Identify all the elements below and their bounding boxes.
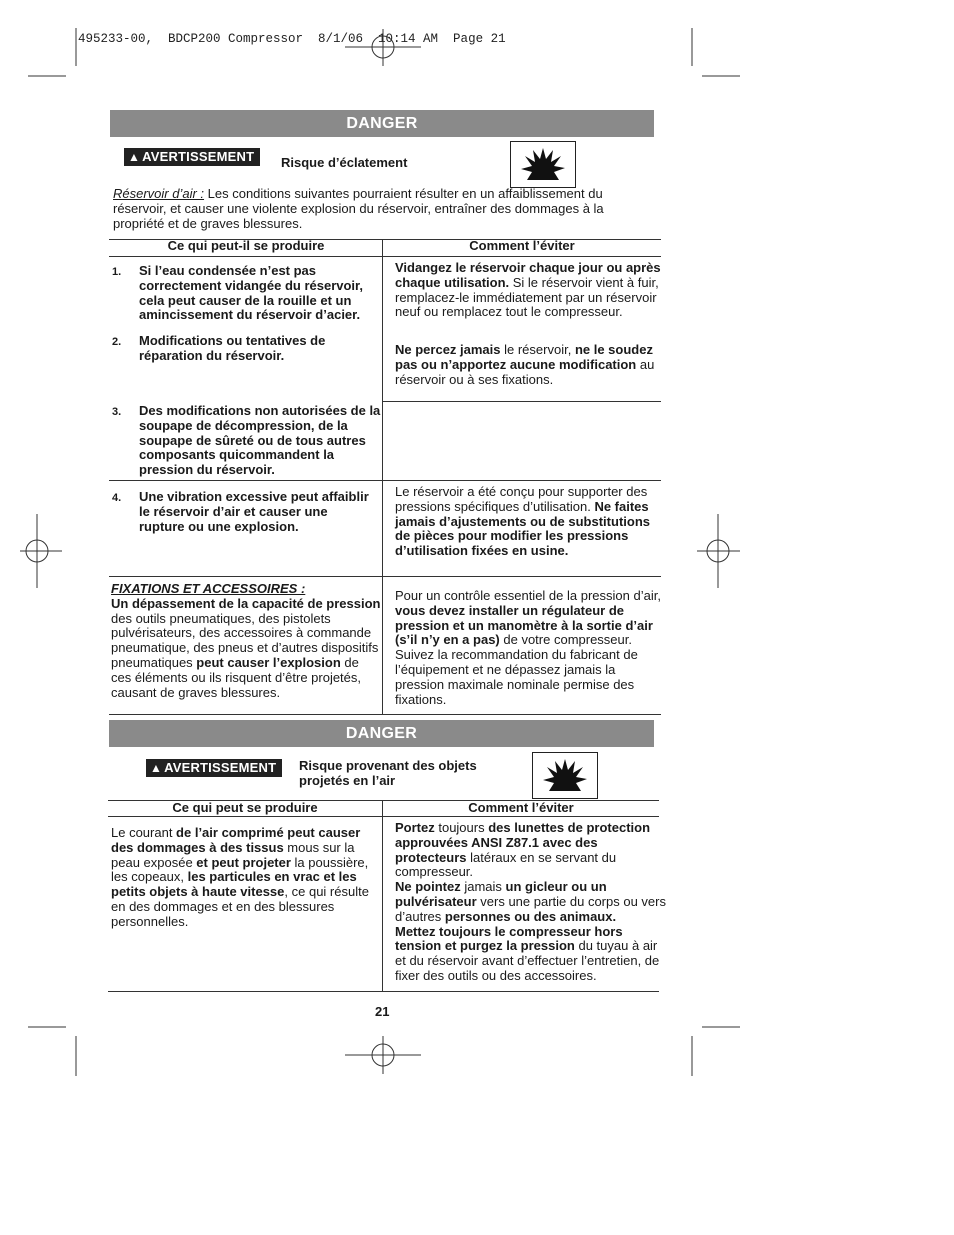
text-run: , ce qui résulte en des dommages et en des blessures personnelles. [111, 884, 369, 929]
warning-badge: ▲ AVERTISSEMENT [124, 148, 260, 166]
text-run: la poussière, les copeaux, [111, 854, 369, 885]
text-run: de l’air comprimé peut causer des dommages à des tissus [111, 825, 361, 855]
text-run: les particules en vrac et les petits objets à haute vitesse [111, 869, 357, 900]
col-header-what: Ce qui peut-il se produire [167, 238, 325, 253]
page-number: 21 [375, 1004, 390, 1019]
print-slug: 495233-00, BDCP200 Compressor 8/1/06 10:14 AM Page 21 [78, 32, 506, 46]
risk-title: Risque d’éclatement [281, 155, 408, 170]
text-run: latéraux en se servant du compresseur. [395, 849, 617, 880]
text-run: Le courant [111, 825, 177, 840]
tank-intro: Réservoir d’air : Les conditions suivantes pourraient résulter en un affaiblissement du réservoir, et causer une violente explosion du réservoir, entraîner des dommages à la propriété et de graves blessures. [113, 186, 604, 231]
item-number: 1. [112, 266, 122, 278]
fixations-hazard: FIXATIONS ET ACCESSOIRES : Un dépassement de la capacité de pression des outils pneumatiques, des pistolets pulvérisateurs, des accessoires à commande pneumatique, des pneus et d’autres dispositifs pneumatiques peut causer l’explosion de ces éléments ou ils risquent d’être projetés, causant de graves blessures. [111, 581, 381, 700]
col-header-how: Comment l’éviter [469, 238, 575, 253]
remedy-drain: Vidangez le réservoir chaque jour ou après chaque utilisation. Si le réservoir vient à fuir, remplacez-le immédiatement par un réservoir neuf ou remplacez tout le compresseur. [395, 260, 661, 320]
explosion-symbol [510, 141, 576, 188]
text-run: personnes ou des animaux. [444, 908, 617, 924]
projectile-hazard [111, 826, 383, 930]
hazard-item: Modifications ou tentatives de réparation du réservoir. [139, 333, 326, 363]
remedy-no-modify: Ne percez jamais le réservoir, ne le soudez pas ou n’apportez aucune modification au réservoir ou à ses fixations. [395, 342, 655, 387]
remedy-pressure: Le réservoir a été conçu pour supporter des pressions spécifiques d’utilisation. Ne faites jamais d’ajustements ou de substitutions de pièces pour modifier les pressions d’utilisation fixées en usine. [395, 484, 650, 559]
text-run: Ne pointez [395, 879, 461, 895]
text-run: jamais [460, 879, 506, 895]
explosion-icon [511, 142, 575, 187]
explosion-icon [533, 753, 597, 798]
col-header-how-2: Comment l’éviter [468, 800, 574, 815]
text-run: Portez [395, 820, 435, 835]
col-header-what-2: Ce qui peut se produire [172, 800, 318, 815]
projectile-remedy [395, 821, 669, 984]
text-run: un gicleur ou un pulvérisateur [395, 879, 607, 909]
text-run: du tuyau à air et du réservoir avant d’effectuer l’entretien, de fixer des outils ou des accessoires. [395, 938, 660, 983]
text-run: vers une partie du corps ou vers d’autres [395, 893, 666, 924]
danger-banner: DANGER [110, 110, 654, 137]
explosion-symbol-2 [532, 752, 598, 799]
danger-banner-2: DANGER [109, 720, 654, 747]
hazard-item: Si l’eau condensée n’est pas correctement vidangée du réservoir, cela peut causer de la rouille et un amincissement du réservoir d’acier. [139, 263, 363, 323]
hazard-item: Une vibration excessive peut affaiblir le réservoir d’air et causer une rupture ou une explosion. [139, 489, 369, 534]
item-number: 3. [112, 406, 122, 418]
fixations-remedy: Pour un contrôle essentiel de la pression d’air, vous devez installer un régulateur de pression et un manomètre à la sortie d’air (s’il n’y en a pas) de votre compresseur. Suivez la recommandation du fabricant de l’équipement et ne dépassez jamais la pression maximale nominale permise des fixations. [395, 588, 661, 707]
text-run: des lunettes de protection approuvées ANSI Z87.1 avec des protecteurs [395, 820, 651, 865]
risk-title-2: Risque provenant des objets projetés en l’air [299, 758, 477, 788]
warning-triangle-icon: ▲ [128, 150, 141, 164]
text-run: et peut projeter [196, 854, 291, 870]
text-run: toujours [434, 820, 489, 835]
warning-triangle-icon: ▲ [150, 761, 163, 775]
item-number: 4. [112, 492, 122, 504]
warning-badge-2: ▲ AVERTISSEMENT [146, 759, 282, 777]
hazard-item: Des modifications non autorisées de la soupape de décompression, de la soupape de sûreté ou de tous autres composants quicommandent la pression du réservoir. [139, 403, 381, 478]
text-run: mous sur la peau exposée [111, 839, 355, 870]
item-number: 2. [112, 336, 122, 348]
text-run: Mettez toujours le compresseur hors tension et purgez la pression [395, 923, 623, 954]
